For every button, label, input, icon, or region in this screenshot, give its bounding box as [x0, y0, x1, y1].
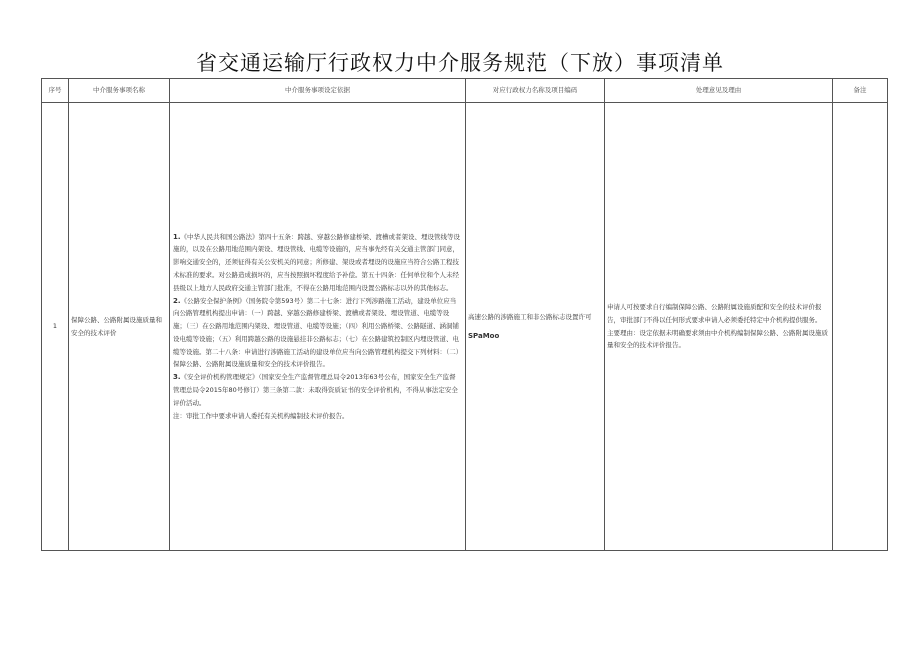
basis-item [173, 295, 462, 372]
header-power: 对应行政权力名称及项目编码 [466, 79, 605, 103]
header-seq: 序号 [42, 79, 69, 103]
cell-opinion [605, 103, 833, 551]
cell-basis [170, 103, 466, 551]
basis-item-number: 1. [173, 232, 181, 241]
opinion-reason: 主要理由：设定依据未明确要求须由中介机构编制保障公路、公路附属设施质量和安全的技术评价报告。 [607, 328, 828, 350]
basis-item [173, 410, 462, 423]
cell-name: 保障公路、公路附属设施质量和安全的技术评价 [69, 103, 170, 551]
header-remark: 备注 [833, 79, 888, 103]
opinion-text: 申请人可按要求自行编制保障公路、公路附属设施质配和安全的技术评价报告，审批部门不得以任何形式要求申请人必须委托特定中介机构提供服务。 [607, 302, 822, 324]
basis-item-text: 《中华人民共和国公路法》第四十五条：跨越、穿越公路修建桥梁、渡槽或者架设、埋设管线等设施的，以及在公路用地范围内架设、埋设管线、电缆等设施的，应当事先经有关交通主管部门同意，影响交通安全的，还须征得有关公安机关的同意；所修建、架设或者埋设的设施应当符合公路工程技术标准的要求。对公路造成损坏的，应当按照损坏程度给予补偿。第五十四条：任何单位和个人未经县级以上地方人民政府交通主管部门批准，不得在公路用地范围内设置公路标志以外的其他标志。 [173, 232, 461, 292]
basis-item-text: 《公路安全保护条例》（国务院令第593号）第二十七条：进行下列涉路施工活动，建设单位应当向公路管理机构提出申请：（一）跨越、穿越公路修建桥梁、渡槽或者架设、埋设管道、电缆等设施；（三）在公路用地范围内架设、埋设管道、电缆等设施；（四）利用公路桥梁、公路隧道、涵洞铺设电缆等设施；（五）利用跨越公路的设施悬挂非公路标志；（七）在公路建筑控制区内埋设管道、电缆等设施。第二十八条：申请进行涉路施工活动的建设单位应当向公路管理机构提交下列材料：（二）保障公路、公路附属设施质量和安全的技术评价报告。 [173, 296, 459, 369]
basis-item-number: 3. [173, 373, 181, 382]
header-basis: 中介服务事项设定依据 [170, 79, 466, 103]
basis-item-text: 《安全评价机构管理规定》（国家安全生产监督管理总局令2013年63号公布，国家安全生产监督管理总局令2015年80号修订）第三条第二款：未取得资质证书的安全评价机构，不得从事法定安全评价活动。 [173, 373, 458, 407]
cell-remark [833, 103, 888, 551]
basis-list [173, 231, 462, 423]
header-name: 中介服务事项名称 [69, 79, 170, 103]
table-row [42, 103, 888, 551]
basis-item-number: 2. [173, 296, 181, 305]
header-opinion: 处理意见及理由 [605, 79, 833, 103]
table-header-row [42, 79, 888, 103]
power-code: SPaMoo [468, 331, 500, 340]
page-title: 省交通运输厅行政权力中介服务规范（下放）事项清单 [196, 51, 724, 75]
basis-item [173, 371, 462, 409]
basis-item [173, 231, 462, 295]
service-table [41, 78, 888, 551]
power-name: 高速公路的涉路施工和非公路标志设置许可 [468, 312, 592, 321]
cell-seq: 1 [42, 103, 69, 551]
basis-item-text: 注：审批工作中要求申请人委托有关机构编制技术评价报告。 [173, 411, 349, 420]
cell-power [466, 103, 605, 551]
